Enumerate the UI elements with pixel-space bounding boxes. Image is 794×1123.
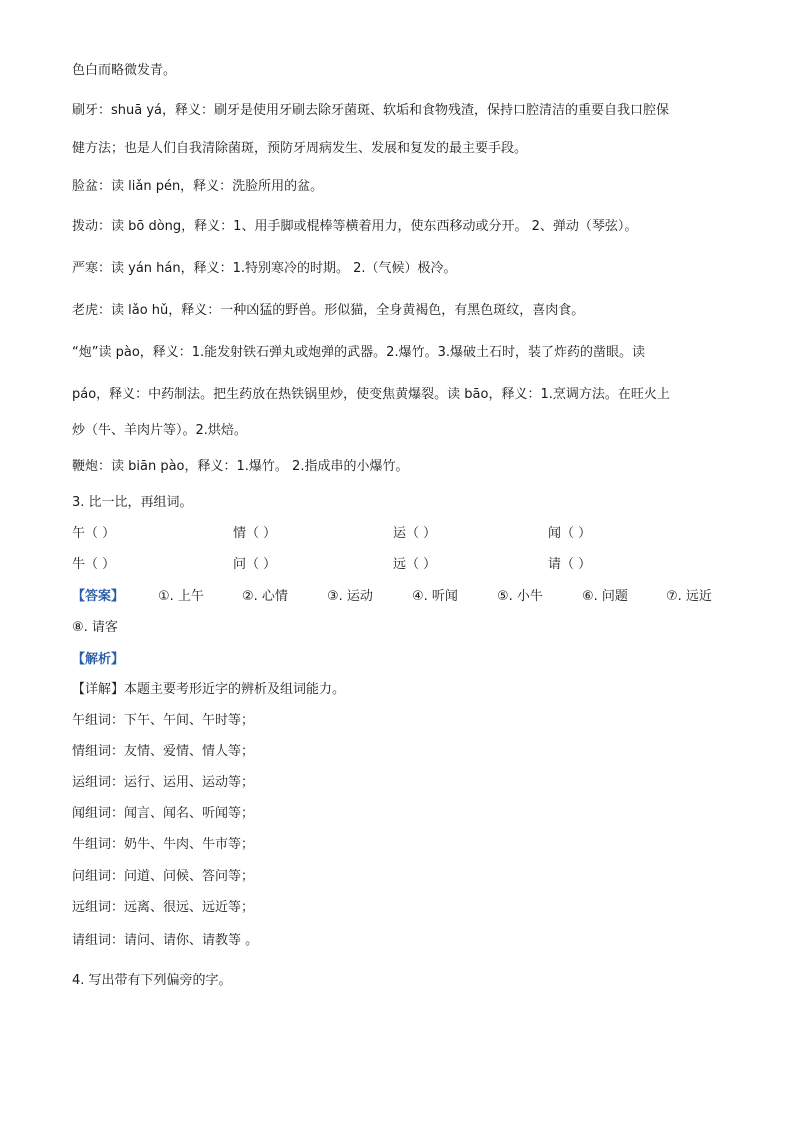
- compare-cell: 闻（ ）: [548, 526, 592, 541]
- analysis-detail: 【详解】本题主要考形近字的辨析及组词能力。: [72, 682, 346, 697]
- analysis-line: 运组词：运行、运用、运动等；: [72, 775, 255, 790]
- entry-pao-line3: 炒（牛、羊肉片等）。2.烘焙。: [72, 423, 247, 438]
- answer-item: ④. 听闻: [412, 589, 458, 604]
- entry-washbasin: 脸盆：读 liǎn pén，释义：洗脸所用的盆。: [72, 179, 324, 194]
- entry-tiger: 老虎：读 lǎo hǔ，释义：一种凶猛的野兽。形似猫，全身黄褐色，有黑色斑纹，喜肉食。: [72, 303, 585, 318]
- answer-label: 【答案】: [72, 589, 125, 604]
- entry-pao-line2: páo，释义：中药制法。把生药放在热铁锅里炒，使变焦黄爆裂。读 bāo，释义：1.烹调方法。在旺火上: [72, 387, 670, 402]
- answer-item: ②. 心情: [242, 589, 288, 604]
- compare-cell: 请（ ）: [548, 557, 592, 572]
- entry-brush-teeth-line1: 刷牙：shuā yá，释义：刷牙是使用牙刷去除牙菌斑、软垢和食物残渣，保持口腔清洁的重要自我口腔保: [72, 103, 670, 118]
- analysis-line: 情组词：友情、爱情、情人等；: [72, 744, 255, 759]
- analysis-line: 牛组词：奶牛、牛肉、牛市等；: [72, 837, 255, 852]
- answer-item-last: ⑧. 请客: [72, 620, 118, 635]
- paragraph-continuation: 色白而略微发青。: [72, 63, 177, 78]
- compare-cell: 午（ ）: [72, 526, 116, 541]
- analysis-label: 【解析】: [72, 652, 125, 667]
- entry-severe-cold: 严寒：读 yán hán，释义：1.特别寒冷的时期。 2.（气候）极冷。: [72, 261, 457, 276]
- answer-item: ①. 上午: [158, 589, 204, 604]
- entry-pluck: 拨动：读 bō dòng，释义：1、用手脚或棍棒等横着用力，使东西移动或分开。 2、弹动（琴弦）。: [72, 219, 638, 234]
- compare-row-2: [72, 556, 732, 574]
- answer-item: ③. 运动: [327, 589, 373, 604]
- analysis-line: 请组词：请问、请你、请教等 。: [72, 933, 259, 948]
- compare-cell: 牛（ ）: [72, 557, 116, 572]
- compare-cell: 问（ ）: [233, 557, 277, 572]
- analysis-line: 问组词：问道、问候、答问等；: [72, 869, 255, 884]
- compare-cell: 远（ ）: [393, 557, 437, 572]
- answer-item: ⑥. 问题: [582, 589, 628, 604]
- answer-item: ⑦. 远近: [666, 589, 712, 604]
- analysis-line: 闻组词：闻言、闻名、听闻等；: [72, 806, 255, 821]
- compare-cell: 情（ ）: [233, 526, 277, 541]
- answer-row: [72, 588, 732, 606]
- analysis-line: 午组词：下午、午间、午时等；: [72, 713, 255, 728]
- entry-brush-teeth-line2: 健方法；也是人们自我清除菌斑，预防牙周病发生、发展和复发的最主要手段。: [72, 141, 528, 156]
- answer-item: ⑤. 小牛: [497, 589, 543, 604]
- analysis-line: 远组词：远离、很远、远近等；: [72, 900, 255, 915]
- entry-firecracker: 鞭炮：读 biān pào，释义：1.爆竹。 2.指成串的小爆竹。: [72, 459, 409, 474]
- compare-cell: 运（ ）: [393, 526, 437, 541]
- question-4-title: 4. 写出带有下列偏旁的字。: [72, 973, 232, 988]
- entry-pao-line1: “炮”读 pào，释义：1.能发射铁石弹丸或炮弹的武器。2.爆竹。3.爆破土石时，装了炸药的凿眼。读: [72, 345, 645, 360]
- compare-row-1: [72, 525, 732, 543]
- question-3-title: 3. 比一比，再组词。: [72, 495, 193, 510]
